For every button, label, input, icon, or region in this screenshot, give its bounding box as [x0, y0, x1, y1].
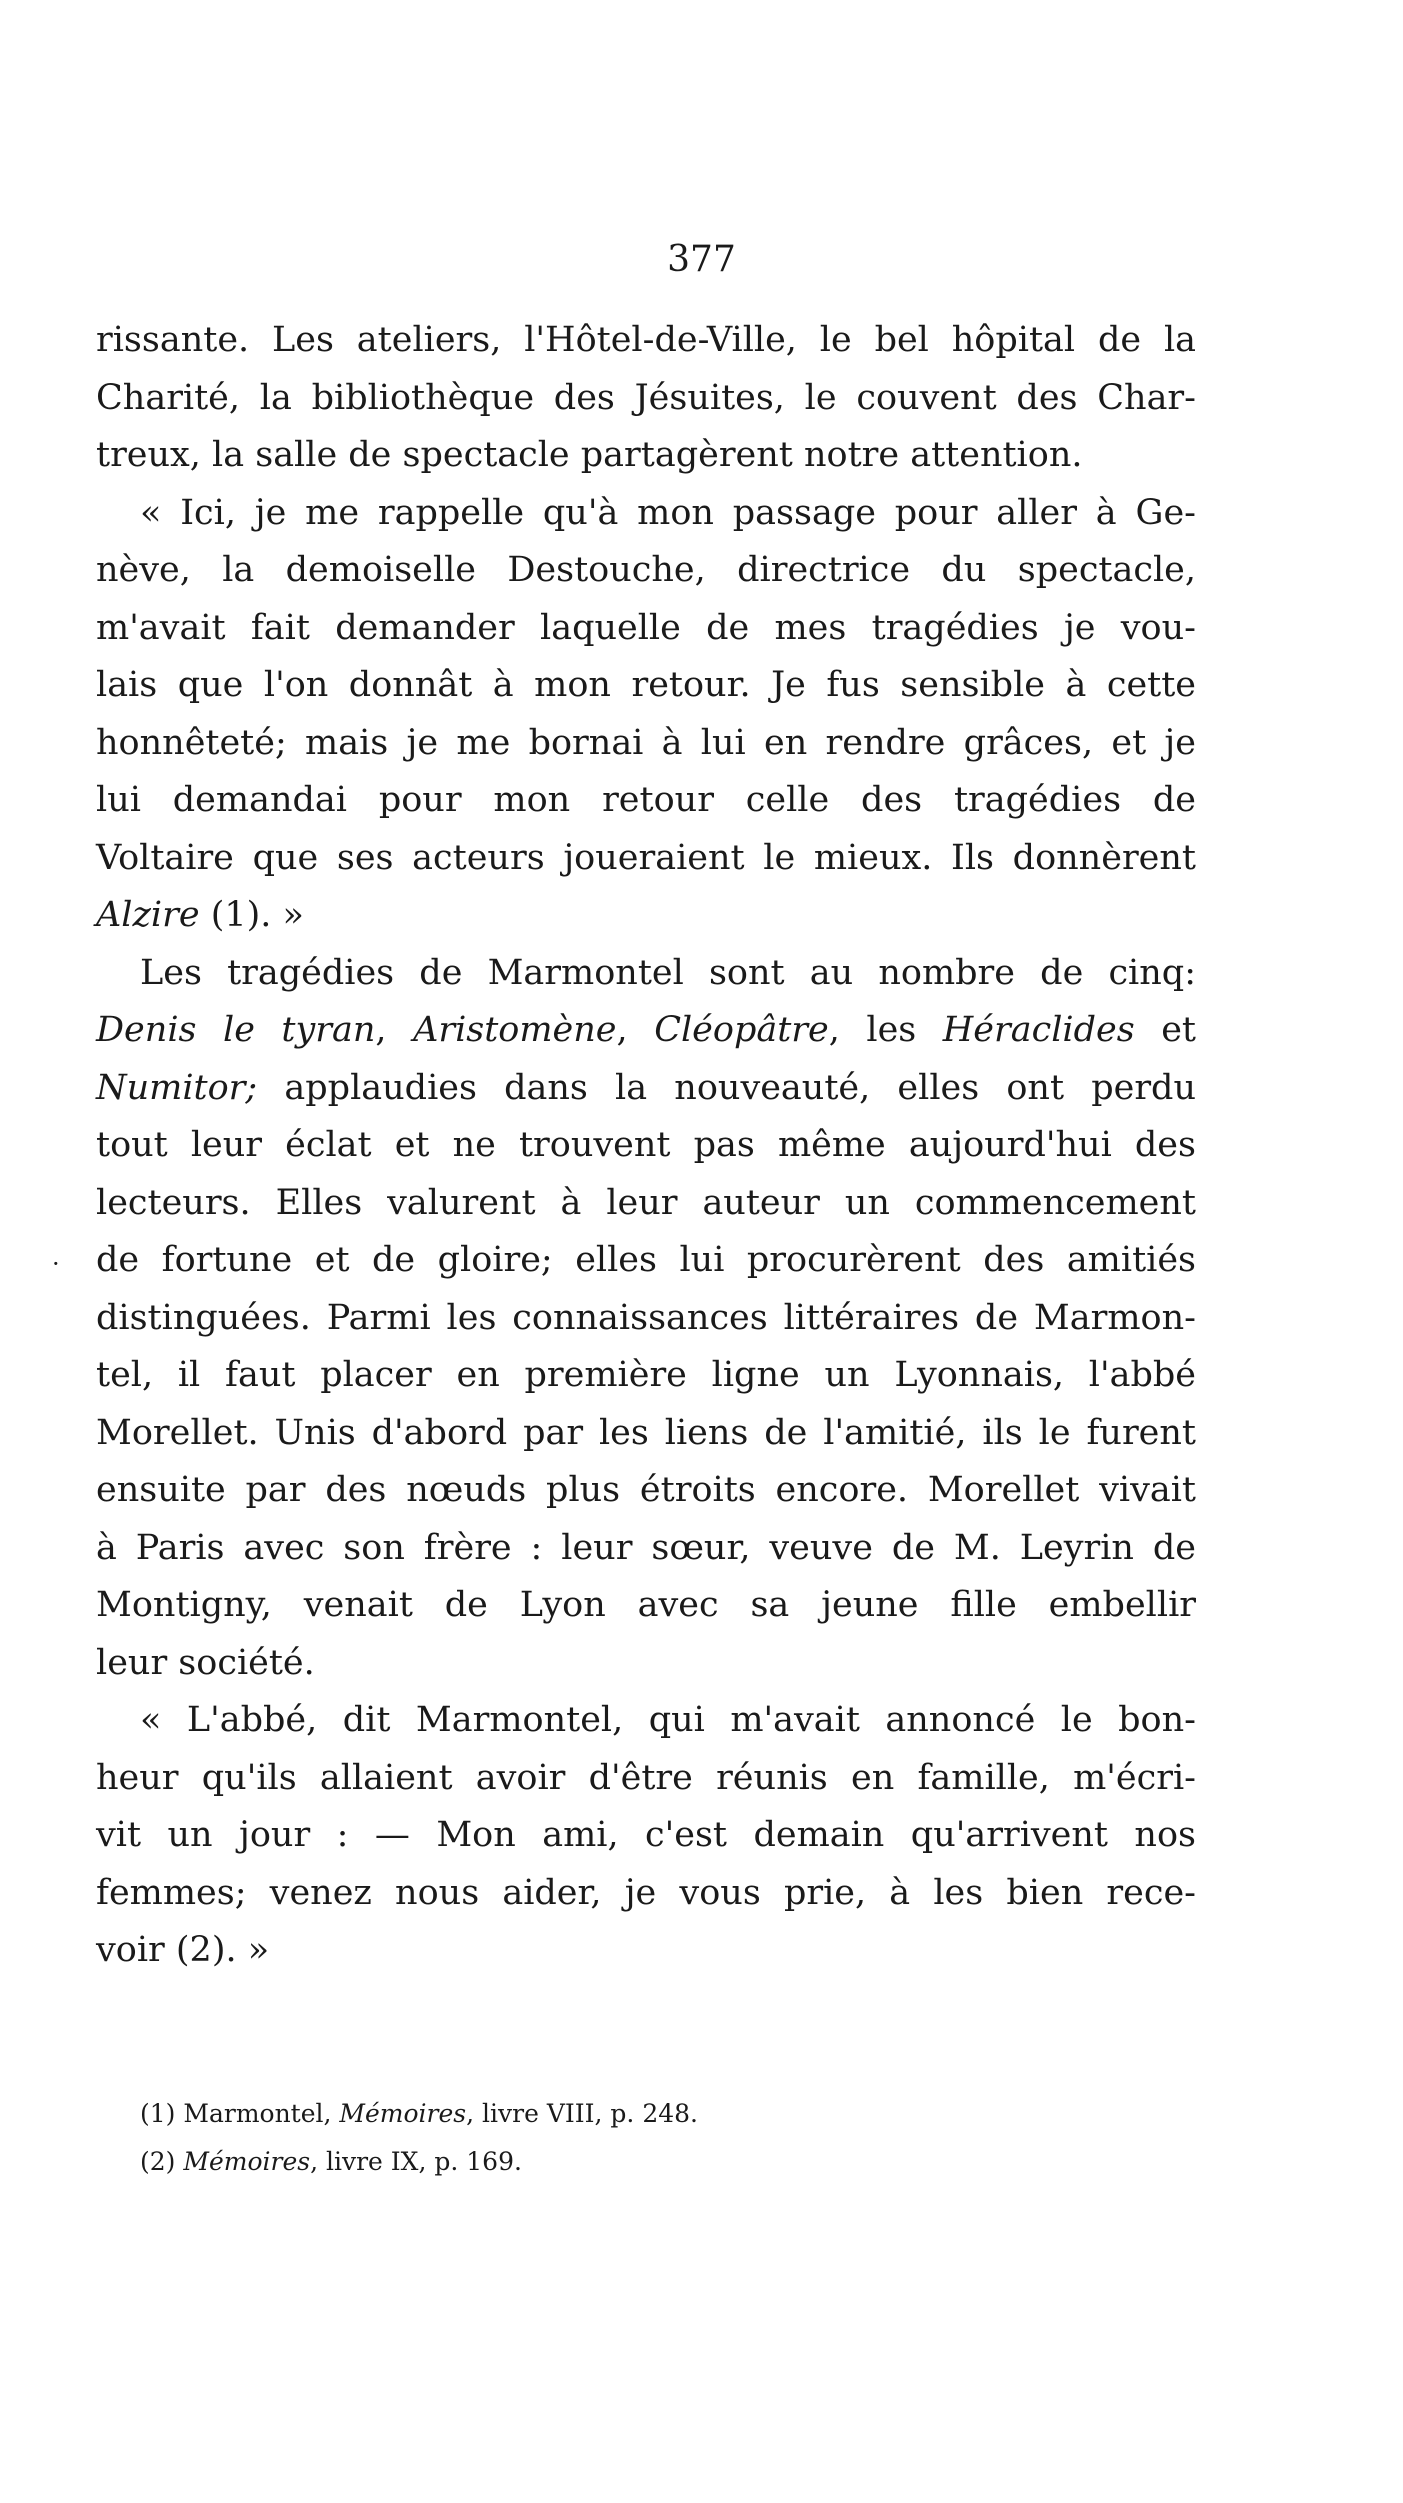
body-line: vit un jour : — Mon ami, c'est demain qu'arrivent nos	[96, 1815, 1196, 1855]
body-line: « Ici, je me rappelle qu'à mon passage pour aller à Ge-	[140, 492, 1196, 533]
footnote-italic: Mémoires	[183, 2147, 311, 2176]
footnotes	[140, 2090, 1140, 2186]
body-line: m'avait fait demander laquelle de mes tragédies je vou-	[96, 607, 1196, 648]
body-line: Voltaire que ses acteurs joueraient le mieux. Ils donnèrent	[96, 837, 1196, 878]
body-line: Montigny, venait de Lyon avec sa jeune fille embellir	[96, 1585, 1196, 1625]
body-line: treux, la salle de spectacle partagèrent notre attention.	[96, 435, 1083, 475]
body-line: tout leur éclat et ne trouvent pas même aujourd'hui des	[96, 1125, 1196, 1165]
footnote-suffix: , livre IX, p. 169.	[310, 2147, 522, 2176]
footnote-prefix: (2)	[140, 2147, 184, 2176]
body-line: femmes; venez nous aider, je vous prie, à les bien rece-	[96, 1872, 1196, 1913]
italic-title: Alzire	[96, 895, 200, 935]
body-line: à Paris avec son frère : leur sœur, veuve de M. Leyrin de	[96, 1527, 1196, 1568]
body-line: « L'abbé, dit Marmontel, qui m'avait annoncé le bon-	[140, 1700, 1196, 1740]
page-number: 377	[667, 239, 736, 280]
italic-title: Denis le tyran	[96, 1010, 376, 1050]
body-line: Denis le tyran, Aristomène, Cléopâtre, les Héraclides et	[96, 1010, 1196, 1050]
body-line: ensuite par des nœuds plus étroits encore. Morellet vivait	[96, 1470, 1196, 1510]
italic-title: Numitor;	[96, 1067, 258, 1108]
body-text	[96, 312, 1196, 1980]
body-line: honnêteté; mais je me bornai à lui en rendre grâces, et je	[96, 722, 1196, 763]
body-line: lecteurs. Elles valurent à leur auteur un commencement	[96, 1182, 1196, 1223]
footnote-suffix: , livre VIII, p. 248.	[466, 2099, 698, 2128]
body-line: Morellet. Unis d'abord par les liens de l'amitié, ils le furent	[96, 1412, 1196, 1453]
print-speck: ·	[52, 1250, 60, 1278]
footnote-1	[140, 2090, 1140, 2138]
body-line: voir (2). »	[96, 1930, 270, 1970]
body-line: distinguées. Parmi les connaissances littéraires de Marmon-	[96, 1297, 1196, 1338]
body-line: heur qu'ils allaient avoir d'être réunis en famille, m'écri-	[96, 1757, 1196, 1798]
italic-title: Héraclides	[942, 1010, 1135, 1050]
footnote-italic: Mémoires	[339, 2099, 467, 2128]
body-line: leur société.	[96, 1642, 315, 1683]
italic-title: Aristomène	[413, 1010, 617, 1050]
footnote-2	[140, 2138, 1140, 2186]
body-line: lais que l'on donnât à mon retour. Je fus sensible à cette	[96, 665, 1196, 705]
body-line: Alzire (1). »	[96, 895, 304, 935]
body-line: nève, la demoiselle Destouche, directrice du spectacle,	[96, 550, 1196, 590]
body-line: Charité, la bibliothèque des Jésuites, le couvent des Char-	[96, 377, 1196, 418]
body-line: tel, il faut placer en première ligne un Lyonnais, l'abbé	[96, 1355, 1196, 1395]
body-line: rissante. Les ateliers, l'Hôtel-de-Ville, le bel hôpital de la	[96, 320, 1196, 360]
body-line: lui demandai pour mon retour celle des tragédies de	[96, 780, 1196, 820]
body-line: de fortune et de gloire; elles lui procurèrent des amitiés	[96, 1240, 1196, 1280]
body-line: Numitor; applaudies dans la nouveauté, elles ont perdu	[96, 1067, 1196, 1108]
footnote-prefix: (1) Marmontel,	[140, 2099, 340, 2128]
italic-title: Cléopâtre	[654, 1010, 829, 1050]
body-line: Les tragédies de Marmontel sont au nombre de cinq:	[140, 952, 1196, 993]
